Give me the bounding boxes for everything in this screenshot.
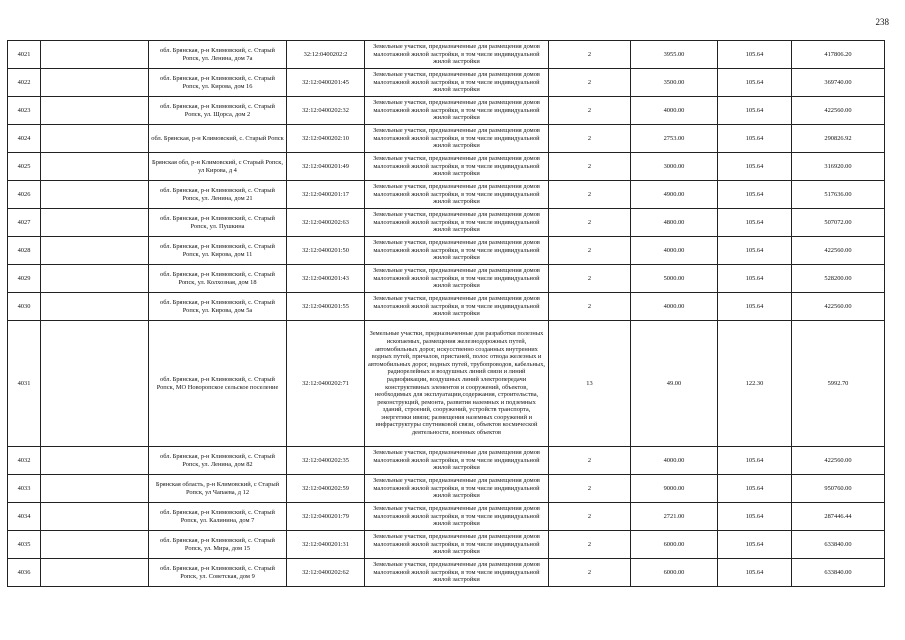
cadastral-value-cell: 422560.00 xyxy=(792,447,885,475)
use-group-cell: 2 xyxy=(549,237,631,265)
empty-cell xyxy=(41,265,149,293)
address-cell: обл. Брянская, р-н Климовский, с. Старый Ропск, МО Новоропское сельское поселение xyxy=(149,321,287,447)
row-number-cell: 4026 xyxy=(8,181,41,209)
table-row xyxy=(8,97,885,125)
area-cell: 4000.00 xyxy=(631,447,718,475)
row-number-cell: 4036 xyxy=(8,559,41,587)
row-number-cell: 4035 xyxy=(8,531,41,559)
use-group-cell: 2 xyxy=(549,153,631,181)
table-row xyxy=(8,69,885,97)
address-cell: обл. Брянская, р-н Климовский, с. Старый Ропск, ул. Пушкина xyxy=(149,209,287,237)
table-row xyxy=(8,293,885,321)
specific-value-cell: 105.64 xyxy=(718,531,792,559)
empty-cell xyxy=(41,475,149,503)
use-group-cell: 2 xyxy=(549,41,631,69)
cadastral-number-cell: 32:12:0400202:59 xyxy=(287,475,365,503)
row-number-cell: 4034 xyxy=(8,503,41,531)
cadastral-number-cell: 32:12:0400201:31 xyxy=(287,531,365,559)
cadastral-number-cell: 32:12:0400201:43 xyxy=(287,265,365,293)
empty-cell xyxy=(41,97,149,125)
area-cell: 4900.00 xyxy=(631,181,718,209)
cadastral-value-cell: 633840.00 xyxy=(792,559,885,587)
area-cell: 3500.00 xyxy=(631,69,718,97)
address-cell: Брянская обл, р-н Климовский, с Старый Ропск, ул Кирова, д 4 xyxy=(149,153,287,181)
cadastral-number-cell: 32:12:0400201:17 xyxy=(287,181,365,209)
cadastral-value-cell: 290826.92 xyxy=(792,125,885,153)
address-cell: обл. Брянская, р-н Климовский, с. Старый Ропск, ул. Щорса, дом 2 xyxy=(149,97,287,125)
table-row xyxy=(8,321,885,447)
use-group-cell: 2 xyxy=(549,69,631,97)
land-use-cell: Земельные участки, предназначенные для размещения домов малоэтажной жилой застройки, в том числе индивидуальной жилой застройки xyxy=(365,69,549,97)
use-group-cell: 2 xyxy=(549,503,631,531)
cadastral-number-cell: 32:12:0400201:50 xyxy=(287,237,365,265)
area-cell: 2753.00 xyxy=(631,125,718,153)
area-cell: 4000.00 xyxy=(631,293,718,321)
table-row xyxy=(8,531,885,559)
land-use-cell: Земельные участки, предназначенные для размещения домов малоэтажной жилой застройки, в том числе индивидуальной жилой застройки xyxy=(365,41,549,69)
area-cell: 3955.00 xyxy=(631,41,718,69)
use-group-cell: 2 xyxy=(549,531,631,559)
row-number-cell: 4023 xyxy=(8,97,41,125)
empty-cell xyxy=(41,321,149,447)
table-row xyxy=(8,125,885,153)
land-use-cell: Земельные участки, предназначенные для размещения домов малоэтажной жилой застройки, в том числе индивидуальной жилой застройки xyxy=(365,531,549,559)
land-use-cell: Земельные участки, предназначенные для размещения домов малоэтажной жилой застройки, в том числе индивидуальной жилой застройки xyxy=(365,237,549,265)
cadastral-number-cell: 32:12:0400202:62 xyxy=(287,559,365,587)
land-use-cell: Земельные участки, предназначенные для размещения домов малоэтажной жилой застройки, в том числе индивидуальной жилой застройки xyxy=(365,503,549,531)
cadastral-value-cell: 5992.70 xyxy=(792,321,885,447)
cadastral-number-cell: 32:12:0400202:35 xyxy=(287,447,365,475)
row-number-cell: 4027 xyxy=(8,209,41,237)
land-use-cell: Земельные участки, предназначенные для размещения домов малоэтажной жилой застройки, в том числе индивидуальной жилой застройки xyxy=(365,209,549,237)
use-group-cell: 2 xyxy=(549,181,631,209)
address-cell: обл. Брянская, р-н Климовский, с. Старый Ропск, ул. Кирова, дом 5а xyxy=(149,293,287,321)
cadastral-number-cell: 32:12:0400202:71 xyxy=(287,321,365,447)
area-cell: 6000.00 xyxy=(631,531,718,559)
empty-cell xyxy=(41,531,149,559)
land-use-cell: Земельные участки, предназначенные для размещения домов малоэтажной жилой застройки, в том числе индивидуальной жилой застройки xyxy=(365,475,549,503)
row-number-cell: 4030 xyxy=(8,293,41,321)
table-row xyxy=(8,209,885,237)
specific-value-cell: 105.64 xyxy=(718,153,792,181)
row-number-cell: 4029 xyxy=(8,265,41,293)
use-group-cell: 13 xyxy=(549,321,631,447)
land-use-cell: Земельные участки, предназначенные для размещения домов малоэтажной жилой застройки, в том числе индивидуальной жилой застройки xyxy=(365,559,549,587)
row-number-cell: 4032 xyxy=(8,447,41,475)
table-row xyxy=(8,181,885,209)
area-cell: 4800.00 xyxy=(631,209,718,237)
land-use-cell: Земельные участки, предназначенные для размещения домов малоэтажной жилой застройки, в том числе индивидуальной жилой застройки xyxy=(365,153,549,181)
cadastral-number-cell: 32:12:0400202:32 xyxy=(287,97,365,125)
empty-cell xyxy=(41,447,149,475)
cadastral-value-cell: 422560.00 xyxy=(792,97,885,125)
specific-value-cell: 105.64 xyxy=(718,293,792,321)
land-use-cell: Земельные участки, предназначенные для размещения домов малоэтажной жилой застройки, в том числе индивидуальной жилой застройки xyxy=(365,293,549,321)
area-cell: 3000.00 xyxy=(631,153,718,181)
cadastral-value-cell: 422560.00 xyxy=(792,293,885,321)
area-cell: 4000.00 xyxy=(631,97,718,125)
land-use-cell: Земельные участки, предназначенные для размещения домов малоэтажной жилой застройки, в том числе индивидуальной жилой застройки xyxy=(365,447,549,475)
specific-value-cell: 105.64 xyxy=(718,237,792,265)
use-group-cell: 2 xyxy=(549,447,631,475)
specific-value-cell: 105.64 xyxy=(718,125,792,153)
table-body xyxy=(8,41,885,587)
use-group-cell: 2 xyxy=(549,125,631,153)
address-cell: обл. Брянская, р-н Климовский, с. Старый Ропск, ул. Мира, дом 15 xyxy=(149,531,287,559)
cadastral-number-cell: 32:12:0400202:10 xyxy=(287,125,365,153)
use-group-cell: 2 xyxy=(549,475,631,503)
cadastral-value-cell: 316920.00 xyxy=(792,153,885,181)
cadastral-value-cell: 633840.00 xyxy=(792,531,885,559)
empty-cell xyxy=(41,69,149,97)
empty-cell xyxy=(41,559,149,587)
table-row xyxy=(8,559,885,587)
specific-value-cell: 105.64 xyxy=(718,503,792,531)
address-cell: обл. Брянская, р-н Климовский, с. Старый Ропск, ул. Советская, дом 9 xyxy=(149,559,287,587)
address-cell: обл. Брянская, р-н Климовский, с. Старый Ропск, ул. Кирова, дом 16 xyxy=(149,69,287,97)
table-row xyxy=(8,475,885,503)
table-row xyxy=(8,503,885,531)
address-cell: обл. Брянская, р-н Климовский, с. Старый Ропск, ул. Колхозная, дом 18 xyxy=(149,265,287,293)
address-cell: обл. Брянская, р-н Климовский, с. Старый Ропск, ул. Ленина, дом 82 xyxy=(149,447,287,475)
page-number: 238 xyxy=(875,17,889,27)
area-cell: 4000.00 xyxy=(631,237,718,265)
area-cell: 2721.00 xyxy=(631,503,718,531)
cadastral-number-cell: 32:12:0400202:2 xyxy=(287,41,365,69)
row-number-cell: 4021 xyxy=(8,41,41,69)
cadastral-number-cell: 32:12:0400201:45 xyxy=(287,69,365,97)
table-row xyxy=(8,153,885,181)
area-cell: 5000.00 xyxy=(631,265,718,293)
area-cell: 6000.00 xyxy=(631,559,718,587)
empty-cell xyxy=(41,209,149,237)
table-row xyxy=(8,265,885,293)
row-number-cell: 4025 xyxy=(8,153,41,181)
land-use-cell: Земельные участки, предназначенные для размещения домов малоэтажной жилой застройки, в том числе индивидуальной жилой застройки xyxy=(365,181,549,209)
specific-value-cell: 105.64 xyxy=(718,209,792,237)
specific-value-cell: 105.64 xyxy=(718,41,792,69)
empty-cell xyxy=(41,153,149,181)
cadastral-value-cell: 950760.00 xyxy=(792,475,885,503)
land-use-cell: Земельные участки, предназначенные для разработки полезных ископаемых, размещения железнодорожных путей, автомобильных дорог, искусственно созданных внутренних водных путей, причалов, пристаней, полос отвода железных и автомобильных дорог, водных путей, трубопроводов, кабельных, радиорелейных и воздушных линий связи и линий радиофикации, воздушных линий электропередачи конструктивных элементов и сооружений, объектов, необходимых для эксплуатации,содержания, строительства, реконструкций, ремонта, развития наземных и подземных зданий, строений, сооружений, устройств транспорта, энергетики ивязи; размещения наземных сооружений и инфраструктуры спутниковой связи, объектов космической деятельности, военных объектов xyxy=(365,321,549,447)
use-group-cell: 2 xyxy=(549,265,631,293)
use-group-cell: 2 xyxy=(549,209,631,237)
cadastral-value-cell: 417806.20 xyxy=(792,41,885,69)
row-number-cell: 4028 xyxy=(8,237,41,265)
table-row xyxy=(8,41,885,69)
empty-cell xyxy=(41,237,149,265)
address-cell: обл. Брянская, р-н Климовский, с. Старый Ропск, ул. Калинина, дом 7 xyxy=(149,503,287,531)
address-cell: обл. Брянская, р-н Климовский, с. Старый Ропск, ул. Кирова, дом 11 xyxy=(149,237,287,265)
use-group-cell: 2 xyxy=(549,293,631,321)
cadastral-value-cell: 507072.00 xyxy=(792,209,885,237)
empty-cell xyxy=(41,41,149,69)
table-row xyxy=(8,237,885,265)
use-group-cell: 2 xyxy=(549,97,631,125)
land-use-cell: Земельные участки, предназначенные для размещения домов малоэтажной жилой застройки, в том числе индивидуальной жилой застройки xyxy=(365,265,549,293)
address-cell: обл. Брянская, р-н Климовский, с. Старый Ропск xyxy=(149,125,287,153)
cadastral-value-cell: 287446.44 xyxy=(792,503,885,531)
cadastral-value-cell: 422560.00 xyxy=(792,237,885,265)
land-use-cell: Земельные участки, предназначенные для размещения домов малоэтажной жилой застройки, в том числе индивидуальной жилой застройки xyxy=(365,97,549,125)
area-cell: 9000.00 xyxy=(631,475,718,503)
use-group-cell: 2 xyxy=(549,559,631,587)
cadastral-number-cell: 32:12:0400201:49 xyxy=(287,153,365,181)
row-number-cell: 4033 xyxy=(8,475,41,503)
address-cell: обл. Брянская, р-н Климовский, с. Старый Ропск, ул. Ленина, дом 21 xyxy=(149,181,287,209)
land-use-cell: Земельные участки, предназначенные для размещения домов малоэтажной жилой застройки, в том числе индивидуальной жилой застройки xyxy=(365,125,549,153)
empty-cell xyxy=(41,125,149,153)
address-cell: обл. Брянская, р-н Климовский, с. Старый Ропск, ул. Ленина, дом 7а xyxy=(149,41,287,69)
specific-value-cell: 105.64 xyxy=(718,69,792,97)
empty-cell xyxy=(41,503,149,531)
specific-value-cell: 105.64 xyxy=(718,265,792,293)
table-row xyxy=(8,447,885,475)
cadastral-number-cell: 32:12:0400202:63 xyxy=(287,209,365,237)
specific-value-cell: 105.64 xyxy=(718,97,792,125)
row-number-cell: 4022 xyxy=(8,69,41,97)
empty-cell xyxy=(41,293,149,321)
specific-value-cell: 105.64 xyxy=(718,559,792,587)
cadastral-value-cell: 369740.00 xyxy=(792,69,885,97)
specific-value-cell: 105.64 xyxy=(718,447,792,475)
cadastral-value-table xyxy=(7,40,885,587)
cadastral-number-cell: 32:12:0400201:55 xyxy=(287,293,365,321)
address-cell: Брянская область, р-н Климовский, с Старый Ропск, ул Чапаева, д 12 xyxy=(149,475,287,503)
specific-value-cell: 105.64 xyxy=(718,475,792,503)
area-cell: 49.00 xyxy=(631,321,718,447)
specific-value-cell: 122.30 xyxy=(718,321,792,447)
cadastral-value-cell: 517636.00 xyxy=(792,181,885,209)
row-number-cell: 4031 xyxy=(8,321,41,447)
specific-value-cell: 105.64 xyxy=(718,181,792,209)
empty-cell xyxy=(41,181,149,209)
cadastral-value-cell: 528200.00 xyxy=(792,265,885,293)
row-number-cell: 4024 xyxy=(8,125,41,153)
cadastral-number-cell: 32:12:0400201:79 xyxy=(287,503,365,531)
